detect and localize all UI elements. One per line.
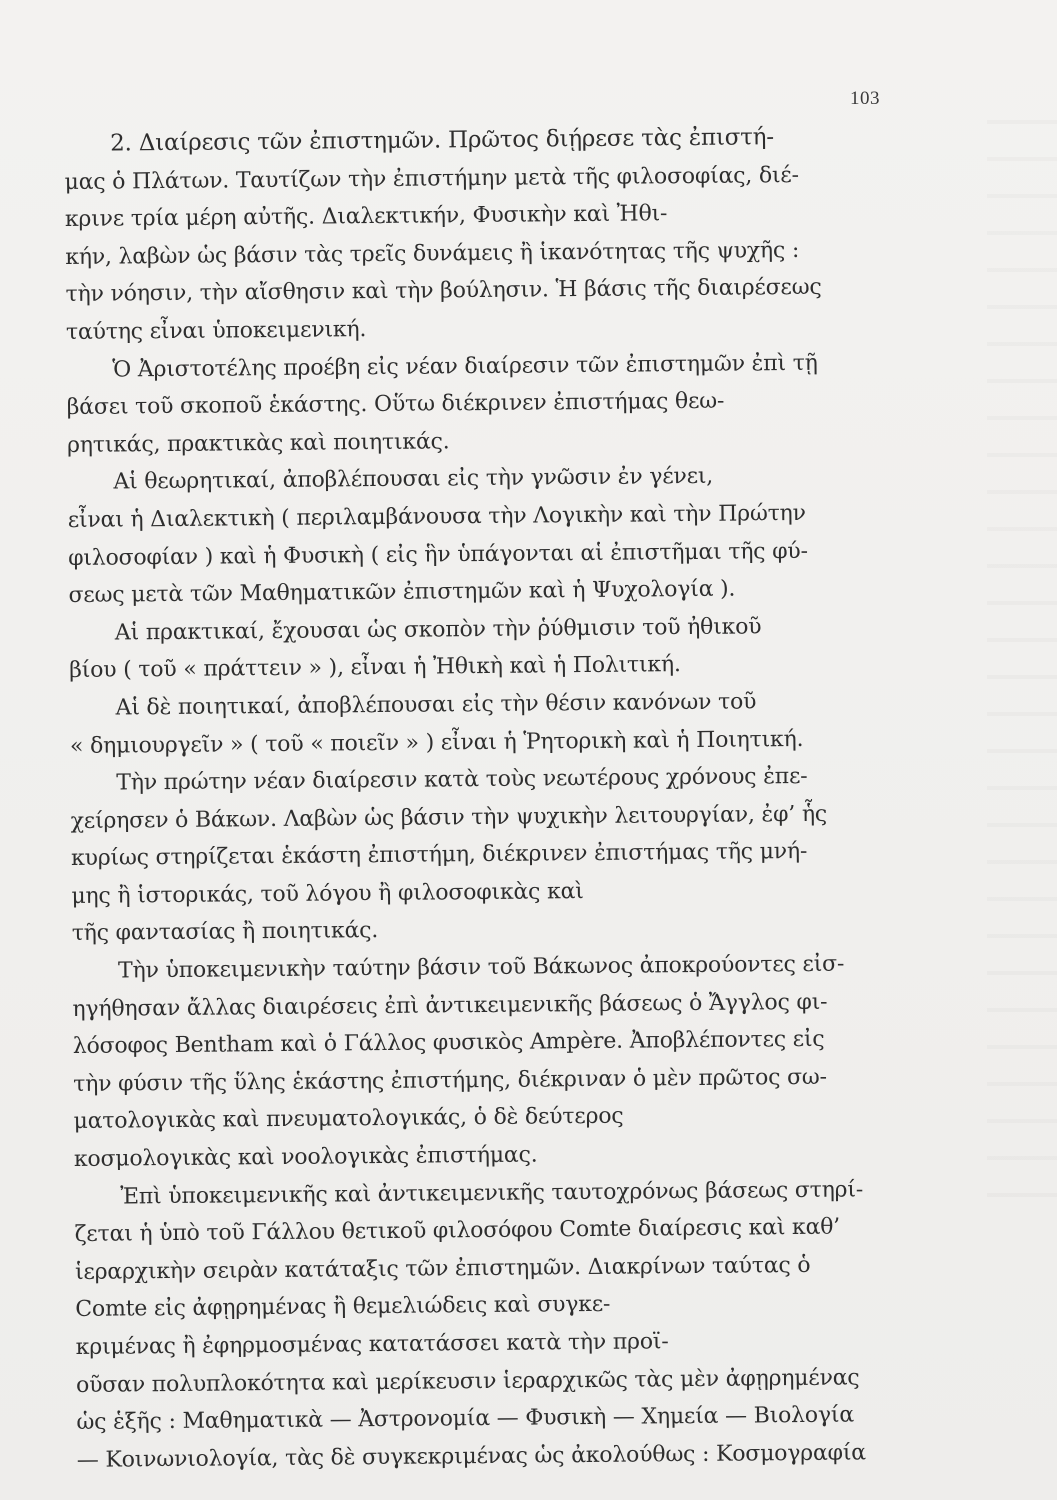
text-line: χείρησεν ὁ Βάκων. Λαβὼν ὡς βάσιν τὴν ψυχικὴν λειτουργίαν, ἐφ’ ἧς — [70, 801, 828, 834]
paragraph-start-line: Αἱ θεωρητικαί, ἀποβλέπουσαι εἰς τὴν γνῶσιν ἐν γένει, — [113, 464, 714, 495]
bleed-through-margin — [987, 120, 1057, 1220]
text-line: κοσμολογικὰς καὶ νοολογικὰς ἐπιστήμας. — [73, 1142, 538, 1172]
text-line: ζεται ἡ ὑπὸ τοῦ Γάλλου θετικοῦ φιλοσόφου Comte διαίρεσις καὶ καθ’ — [74, 1214, 841, 1248]
text-line: ματολογικὰς καὶ πνευματολογικάς, ὁ δὲ δεύτερος — [73, 1104, 624, 1135]
text-line: ταύτης εἶναι ὑποκειμενική. — [65, 317, 367, 345]
text-line: ὡς ἑξῆς : Μαθηματικὰ — Ἀστρονομία — Φυσικὴ — Χημεία — Βιολογία — [76, 1402, 855, 1436]
text-line: τῆς φαντασίας ἢ ποιητικάς. — [71, 918, 379, 947]
text-line: ρητικάς, πρακτικὰς καὶ ποιητικάς. — [66, 429, 450, 458]
body-text — [64, 118, 957, 1480]
text-line: κρινε τρία μέρη αὐτῆς. Διαλεκτικήν, Φυσικὴν καὶ Ἠθι- — [64, 201, 668, 233]
text-line: κήν, λαβὼν ὡς βάσιν τὰς τρεῖς δυνάμεις ἢ ἱκανότητας τῆς ψυχῆς : — [65, 237, 800, 270]
paragraph-start-line: Ὁ Ἀριστοτέλης προέβη εἰς νέαν διαίρεσιν τῶν ἐπιστημῶν ἐπὶ τῇ — [112, 350, 818, 383]
text-line: κριμένας ἢ ἐφηρμοσμένας κατατάσσει κατὰ τὴν προϊ- — [75, 1329, 669, 1360]
paragraph-start-line: Τὴν ὑποκειμενικὴν ταύτην βάσιν τοῦ Βάκωνος ἀποκρούοντες εἰσ- — [117, 951, 845, 984]
paragraph-start-line: Ἐπὶ ὑποκειμενικῆς καὶ ἀντικειμενικῆς ταυτοχρόνως βάσεως στηρί- — [120, 1177, 864, 1210]
text-line: μας ὁ Πλάτων. Ταυτίζων τὴν ἐπιστήμην μετὰ τῆς φιλοσοφίας, διέ- — [64, 162, 799, 195]
paragraph-start-line: Αἱ πρακτικαί, ἔχουσαι ὡς σκοπὸν τὴν ῥύθμισιν τοῦ ἠθικοῦ — [114, 614, 762, 646]
text-line: βάσει τοῦ σκοποῦ ἑκάστης. Οὕτω διέκρινεν ἐπιστήμας θεω- — [66, 388, 725, 421]
text-line: Comte εἰς ἀφῃρημένας ἢ θεμελιώδεις καὶ συγκε- — [75, 1292, 611, 1323]
page-number: 103 — [850, 88, 880, 109]
paragraph-start-line: Τὴν πρώτην νέαν διαίρεσιν κατὰ τοὺς νεωτέρους χρόνους ἐπε- — [116, 763, 808, 796]
text-line: εἶναι ἡ Διαλεκτικὴ ( περιλαμβάνουσα τὴν Λογικὴν καὶ τὴν Πρώτην — [67, 500, 806, 533]
text-line: ηγήθησαν ἄλλας διαιρέσεις ἐπὶ ἀντικειμενικῆς βάσεως ὁ Ἄγγλος φι- — [72, 989, 828, 1022]
paragraph-start-line: Αἱ δὲ ποιητικαί, ἀποβλέπουσαι εἰς τὴν θέσιν κανόνων τοῦ — [115, 689, 757, 721]
text-line: μης ἢ ἱστορικάς, τοῦ λόγου ἢ φιλοσοφικὰς καὶ — [71, 878, 584, 909]
text-line: ἱεραρχικὴν σειρὰν κατάταξις τῶν ἐπιστημῶν. Διακρίνων ταύτας ὁ — [74, 1252, 811, 1285]
text-line: — Κοινωνιολογία, τὰς δὲ συγκεκριμένας ὡς ἀκολούθως : Κοσμογραφία — [76, 1440, 867, 1473]
text-line: « δημιουργεῖν » ( τοῦ « ποιεῖν » ) εἶναι ἡ Ῥητορικὴ καὶ ἡ Ποιητική. — [69, 726, 804, 759]
text-line: βίου ( τοῦ « πράττειν » ), εἶναι ἡ Ἠθικὴ καὶ ἡ Πολιτική. — [69, 652, 681, 684]
text-line: τὴν φύσιν τῆς ὕλης ἑκάστης ἐπιστήμης, διέκριναν ὁ μὲν πρῶτος σω- — [73, 1064, 827, 1097]
text-line: τὴν νόησιν, τὴν αἴσθησιν καὶ τὴν βούλησιν. Ἡ βάσις τῆς διαιρέσεως — [65, 275, 822, 308]
text-line: φιλοσοφίαν ) καὶ ἡ Φυσικὴ ( εἰς ἣν ὑπάγονται αἱ ἐπιστῆμαι τῆς φύ- — [68, 538, 808, 571]
section-heading-line: 2. Διαίρεσις τῶν ἐπιστημῶν. Πρῶτος διῄρεσε τὰς ἐπιστή- — [110, 124, 775, 157]
text-line: σεως μετὰ τῶν Μαθηματικῶν ἐπιστημῶν καὶ ἡ Ψυχολογία ). — [68, 576, 736, 609]
text-line: κυρίως στηρίζεται ἑκάστη ἐπιστήμη, διέκρινεν ἐπιστήμας τῆς μνή- — [70, 839, 808, 872]
text-line: οῦσαν πολυπλοκότητα καὶ μερίκευσιν ἱεραρχικῶς τὰς μὲν ἀφῃρημένας — [75, 1365, 860, 1398]
text-line: λόσοφος Bentham καὶ ὁ Γάλλος φυσικὸς Ampère. Ἀποβλέποντες εἰς — [72, 1026, 825, 1060]
